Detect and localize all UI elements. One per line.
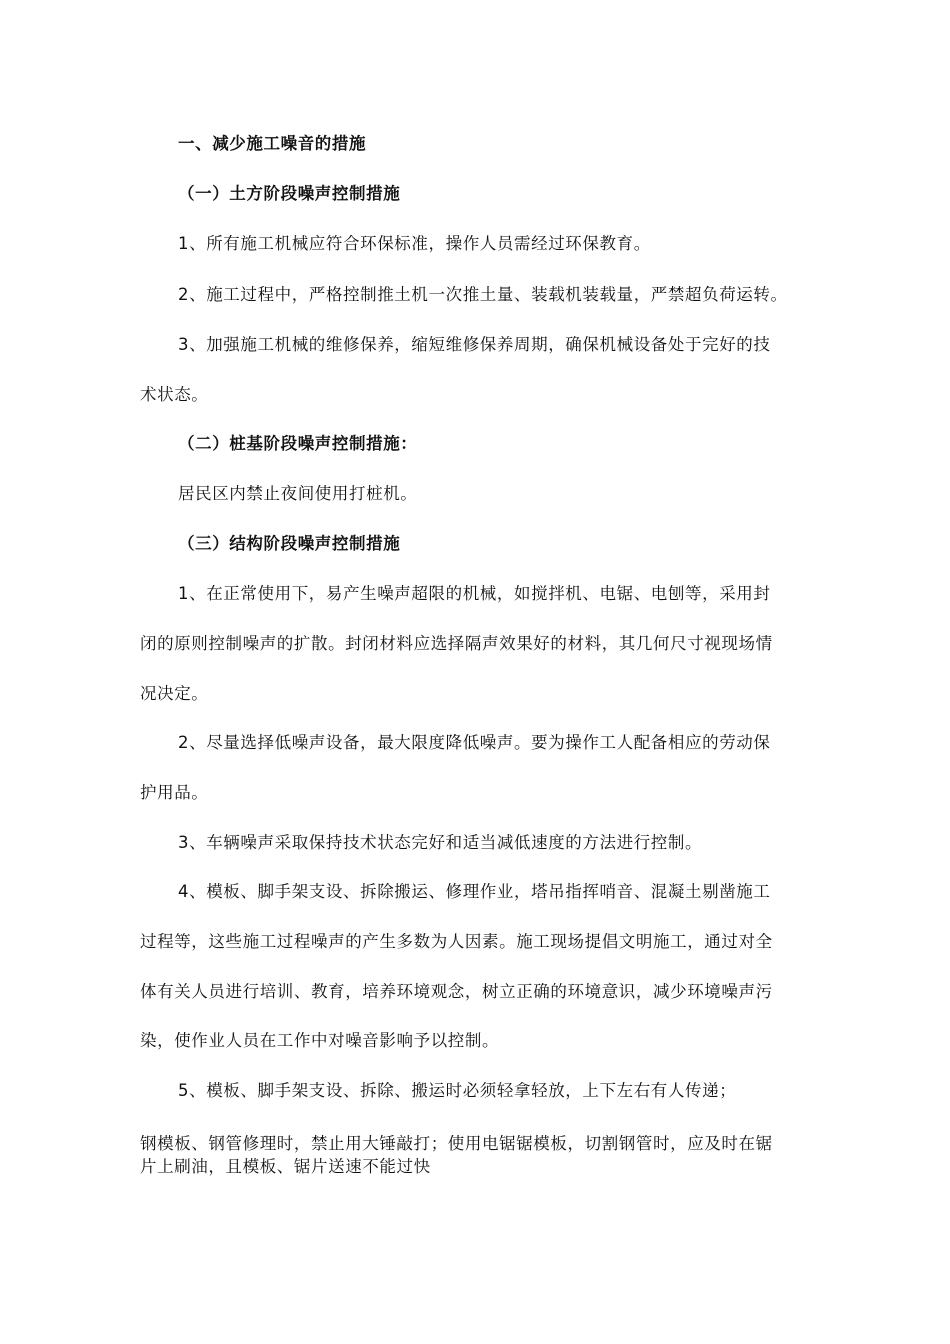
paragraph: 2、施工过程中，严格控制推土机一次推土量、装载机装载量，严禁超负荷运转。 [178, 285, 788, 304]
paragraph-continuation: 况决定。 [140, 684, 209, 703]
paragraph: 居民区内禁止夜间使用打桩机。 [178, 484, 418, 503]
paragraph-continuation: 过程等，这些施工过程噪声的产生多数为人因素。施工现场提倡文明施工，通过对全 [140, 932, 773, 951]
section-title: 一、减少施工噪音的措施 [178, 134, 367, 153]
subsection-heading-earthwork: （一）土方阶段噪声控制措施 [178, 184, 401, 203]
paragraph: 1、所有施工机械应符合环保标准，操作人员需经过环保教育。 [178, 234, 651, 253]
paragraph-continuation: 染，使作业人员在工作中对噪音影响予以控制。 [140, 1031, 500, 1050]
paragraph: 4、模板、脚手架支设、拆除搬运、修理作业，塔吊指挥哨音、混凝土剔凿施工 [178, 882, 771, 901]
paragraph-continuation: 体有关人员进行培训、教育，培养环境观念，树立正确的环境意识，减少环境噪声污 [140, 982, 773, 1001]
paragraph: 3、加强施工机械的维修保养，缩短维修保养周期，确保机械设备处于完好的技 [178, 335, 771, 354]
paragraph: 5、模板、脚手架支设、拆除、搬运时必须轻拿轻放，上下左右有人传递； [178, 1081, 737, 1100]
paragraph-continuation: 术状态。 [140, 385, 209, 404]
paragraph-continuation: 片上刷油，且模板、锯片送速不能过快 [140, 1157, 431, 1176]
paragraph: 钢模板、钢管修理时，禁止用大锤敲打；使用电锯锯模板，切割钢管时，应及时在锯 [140, 1134, 773, 1153]
paragraph: 3、车辆噪声采取保持技术状态完好和适当减低速度的方法进行控制。 [178, 833, 703, 852]
subsection-heading-pile: （二）桩基阶段噪声控制措施： [178, 434, 418, 453]
paragraph: 2、尽量选择低噪声设备，最大限度降低噪声。要为操作工人配备相应的劳动保 [178, 733, 771, 752]
paragraph-continuation: 护用品。 [140, 783, 209, 802]
subsection-heading-structure: （三）结构阶段噪声控制措施 [178, 534, 401, 553]
paragraph-continuation: 闭的原则控制噪声的扩散。封闭材料应选择隔声效果好的材料，其几何尺寸视现场情 [140, 634, 773, 653]
paragraph: 1、在正常使用下，易产生噪声超限的机械，如搅拌机、电锯、电刨等，采用封 [178, 584, 771, 603]
